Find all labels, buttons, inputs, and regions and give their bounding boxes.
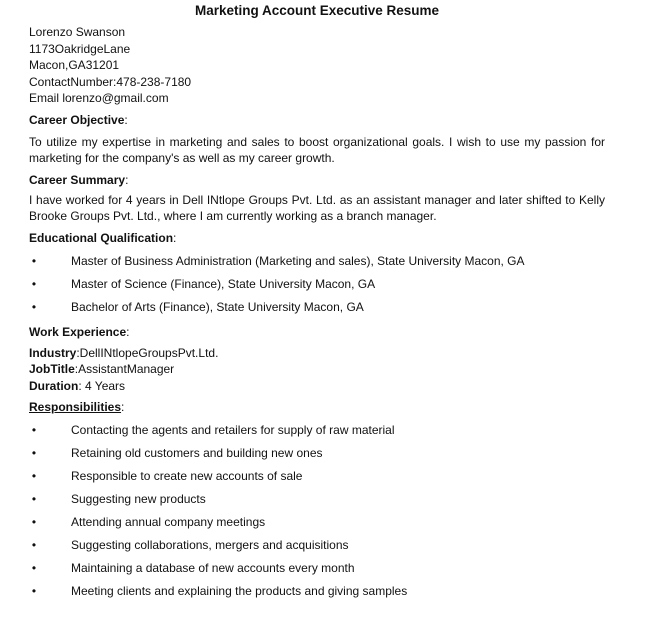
bullet-icon: •	[31, 492, 37, 506]
career-summary-heading	[29, 171, 605, 189]
contact-email: Email lorenzo@gmail.com	[29, 91, 169, 105]
responsibility-item-text: Suggesting new products	[71, 492, 206, 506]
bullet-icon: •	[31, 561, 37, 575]
career-summary-text: I have worked for 4 years in Dell INtlope Groups Pvt. Ltd. as an assistant manager and later shifted to Kelly Brooke Groups Pvt. Ltd., where I am currently working as a branch manager.	[29, 192, 605, 223]
responsibility-item	[29, 580, 605, 603]
experience-duration	[29, 378, 605, 395]
responsibility-item-text: Meeting clients and explaining the products and giving samples	[71, 584, 408, 598]
responsibility-item	[29, 442, 605, 465]
responsibility-item	[29, 488, 605, 511]
career-objective-heading	[29, 111, 605, 129]
heading-colon: :	[124, 112, 128, 127]
responsibility-item-text: Retaining old customers and building new ones	[71, 446, 323, 460]
contact-name: Lorenzo Swanson	[29, 25, 126, 39]
responsibilities-list	[29, 419, 605, 603]
education-item-text: Master of Business Administration (Marketing and sales), State University Macon, GA	[71, 253, 525, 268]
education-item-text: Bachelor of Arts (Finance), State University Macon, GA	[71, 299, 364, 314]
experience-duration-value: : 4 Years	[78, 378, 126, 393]
resume-page	[0, 2, 645, 626]
experience-duration-key: Duration	[29, 378, 79, 393]
education-list	[29, 250, 605, 319]
bullet-icon: •	[31, 538, 37, 552]
contact-phone: ContactNumber:478-238-7180	[29, 74, 192, 89]
bullet-icon: •	[31, 515, 37, 529]
responsibilities-heading	[29, 398, 605, 416]
heading-colon: :	[173, 230, 177, 245]
heading-colon: :	[121, 400, 125, 414]
contact-block	[29, 24, 605, 107]
experience-jobtitle-key: JobTitle	[29, 362, 75, 376]
bullet-icon: •	[31, 584, 37, 598]
education-heading	[29, 229, 605, 247]
bullet-icon: •	[31, 423, 37, 437]
experience-industry-value: :DellINtlopeGroupsPvt.Ltd.	[76, 345, 219, 360]
section-heading-label: Responsibilities	[29, 400, 122, 414]
experience-jobtitle-value: :AssistantManager	[74, 362, 175, 376]
bullet-icon: •	[31, 299, 37, 314]
heading-colon: :	[125, 172, 129, 187]
experience-industry-key: Industry	[29, 345, 77, 360]
contact-address-line-2: Macon,GA31201	[29, 58, 120, 72]
section-heading-label: Educational Qualification	[29, 230, 174, 245]
section-heading-label: Work Experience	[29, 324, 127, 339]
responsibility-item	[29, 419, 605, 442]
heading-colon: :	[126, 324, 130, 339]
work-experience-heading	[29, 323, 605, 341]
education-item-text: Master of Science (Finance), State University Macon, GA	[71, 276, 376, 291]
experience-industry	[29, 345, 605, 362]
education-item	[29, 250, 605, 273]
bullet-icon: •	[31, 446, 37, 460]
responsibility-item	[29, 465, 605, 488]
responsibility-item-text: Maintaining a database of new accounts every month	[71, 561, 355, 575]
section-heading-label: Career Objective	[29, 112, 125, 127]
career-objective-text: To utilize my expertise in marketing and sales to boost organizational goals. I wish to use my passion for marketing for the company's as well as my career growth.	[29, 134, 605, 165]
education-item	[29, 296, 605, 319]
section-heading-label: Career Summary	[29, 172, 126, 187]
responsibility-item	[29, 534, 605, 557]
bullet-icon: •	[31, 276, 37, 291]
bullet-icon: •	[31, 469, 37, 483]
contact-address-line-1: 1173OakridgeLane	[29, 41, 131, 56]
document-title: Marketing Account Executive Resume	[194, 3, 440, 18]
bullet-icon: •	[31, 253, 37, 268]
experience-jobtitle	[29, 361, 605, 378]
responsibility-item	[29, 511, 605, 534]
responsibility-item-text: Contacting the agents and retailers for supply of raw material	[71, 423, 395, 437]
responsibility-item	[29, 557, 605, 580]
education-item	[29, 273, 605, 296]
responsibility-item-text: Responsible to create new accounts of sale	[71, 469, 303, 483]
responsibility-item-text: Suggesting collaborations, mergers and acquisitions	[71, 538, 349, 552]
responsibility-item-text: Attending annual company meetings	[71, 515, 266, 529]
